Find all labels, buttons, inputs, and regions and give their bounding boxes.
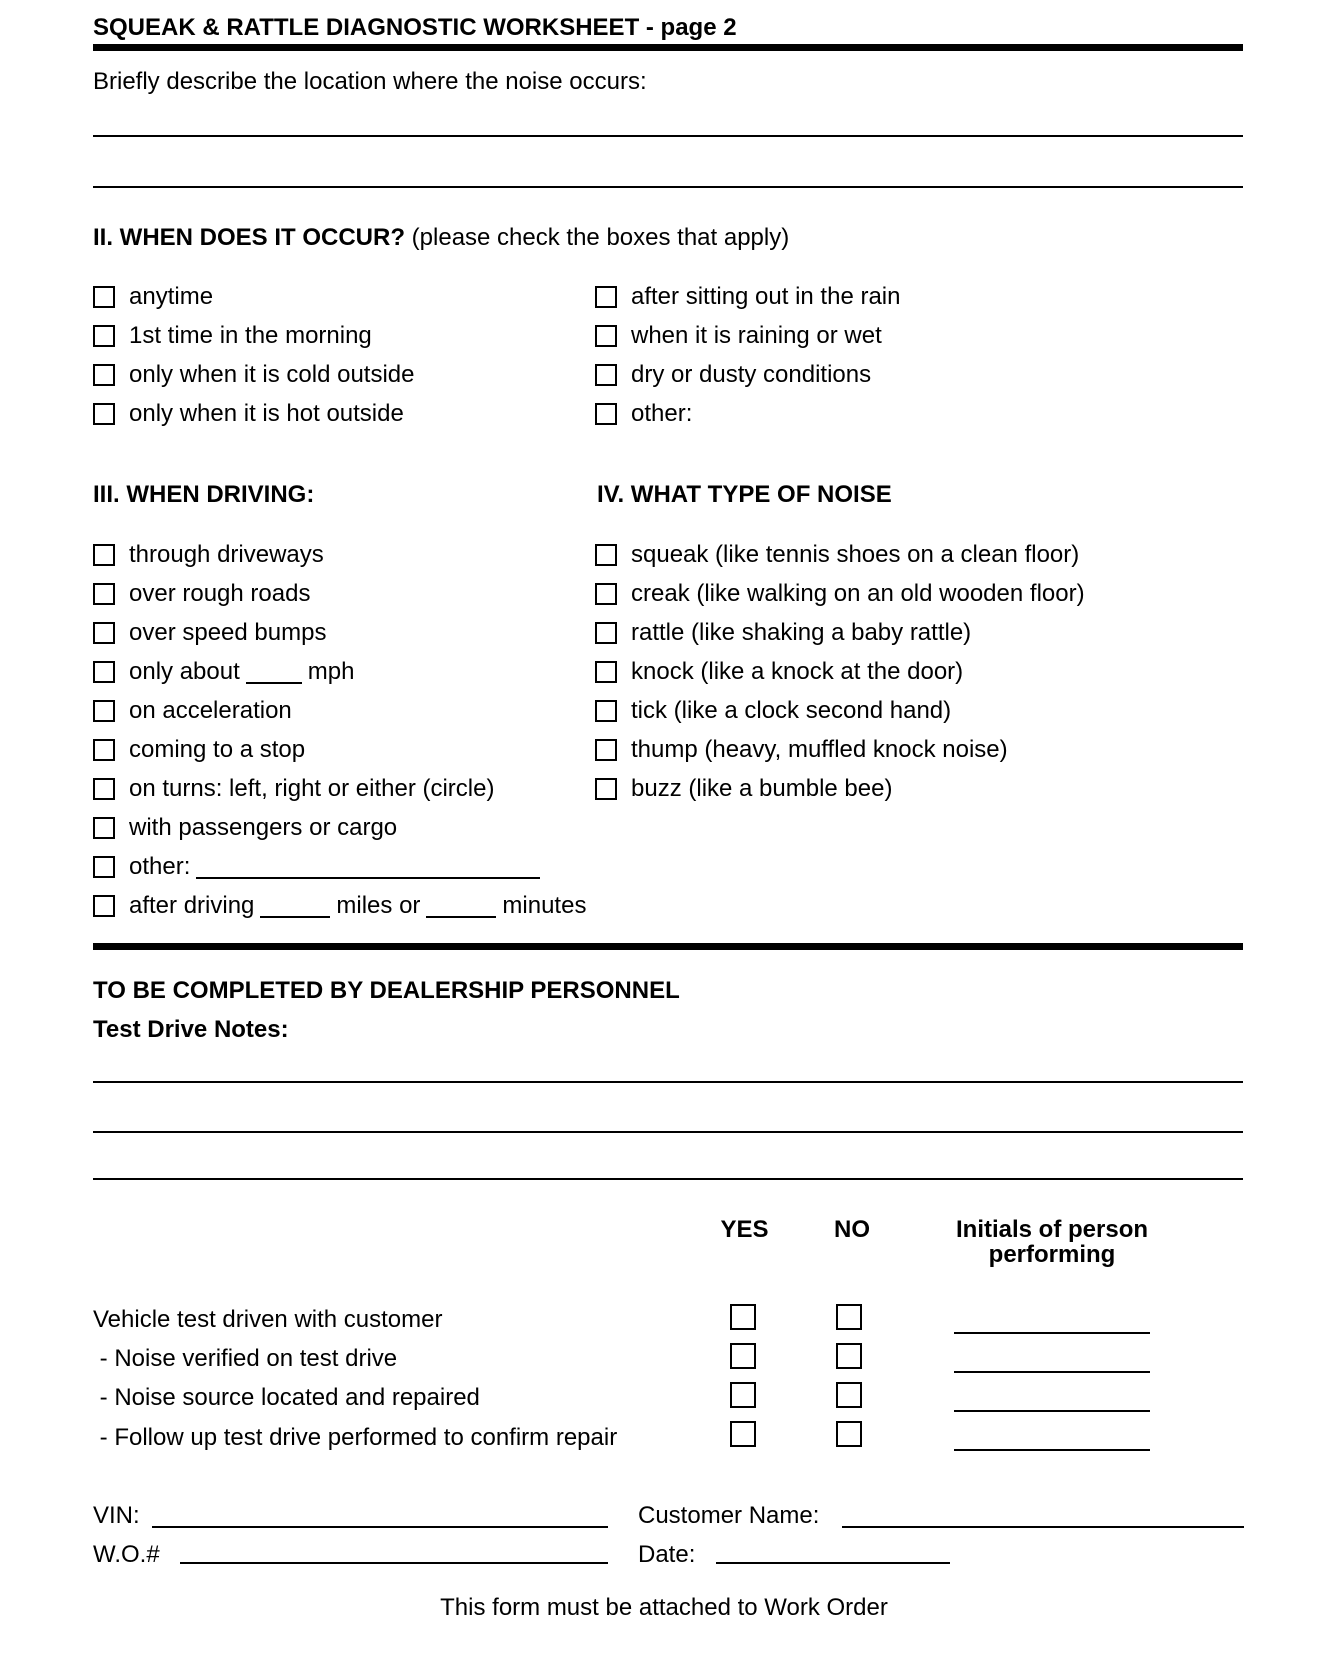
initials-line-noise-verified[interactable] bbox=[954, 1371, 1150, 1373]
option-label: anytime bbox=[129, 283, 214, 310]
option-label: knock (like a knock at the door) bbox=[631, 658, 964, 685]
option-label: buzz (like a bumble bee) bbox=[631, 775, 893, 802]
checkbox[interactable] bbox=[595, 403, 617, 425]
option-label: 1st time in the morning bbox=[129, 322, 372, 349]
option-label: squeak (like tennis shoes on a clean floor) bbox=[631, 541, 1080, 568]
option-label bbox=[129, 853, 546, 881]
row-label-source-repaired: - Noise source located and repaired bbox=[93, 1384, 480, 1411]
location-line-1[interactable] bbox=[93, 135, 1243, 137]
occur-option-hot[interactable] bbox=[93, 394, 404, 434]
section-noise-type-heading: IV. WHAT TYPE OF NOISE bbox=[597, 481, 892, 508]
checkbox[interactable] bbox=[93, 661, 115, 683]
no-checkbox-test-driven[interactable] bbox=[836, 1304, 862, 1330]
noise-option-squeak[interactable] bbox=[595, 535, 1079, 575]
yes-checkbox-follow-up[interactable] bbox=[730, 1421, 756, 1447]
yes-checkbox-noise-verified[interactable] bbox=[730, 1343, 756, 1369]
wo-field-line[interactable] bbox=[180, 1562, 608, 1564]
checkbox[interactable] bbox=[595, 544, 617, 566]
when-occur-instruction: (please check the boxes that apply) bbox=[411, 224, 790, 251]
other-text: other: bbox=[129, 853, 191, 880]
checkbox[interactable] bbox=[93, 403, 115, 425]
row-label-follow-up: - Follow up test drive performed to confirm repair bbox=[93, 1424, 618, 1451]
checkbox[interactable] bbox=[93, 739, 115, 761]
checkbox[interactable] bbox=[595, 739, 617, 761]
checkbox[interactable] bbox=[595, 778, 617, 800]
occur-option-raining[interactable] bbox=[595, 316, 882, 356]
occur-option-other[interactable] bbox=[595, 394, 692, 434]
row-label-noise-verified: - Noise verified on test drive bbox=[93, 1345, 398, 1372]
checkbox[interactable] bbox=[93, 778, 115, 800]
checkbox[interactable] bbox=[595, 583, 617, 605]
no-checkbox-noise-verified[interactable] bbox=[836, 1343, 862, 1369]
yes-checkbox-source-repaired[interactable] bbox=[730, 1382, 756, 1408]
minutes-blank[interactable] bbox=[426, 894, 496, 918]
driving-option-speed-bumps[interactable] bbox=[93, 613, 326, 653]
option-label: over speed bumps bbox=[129, 619, 327, 646]
dealership-heading: TO BE COMPLETED BY DEALERSHIP PERSONNEL bbox=[93, 977, 680, 1004]
checkbox[interactable] bbox=[93, 364, 115, 386]
notes-line-1[interactable] bbox=[93, 1081, 1243, 1083]
no-checkbox-source-repaired[interactable] bbox=[836, 1382, 862, 1408]
checkbox[interactable] bbox=[595, 325, 617, 347]
option-label: on turns: left, right or either (circle) bbox=[129, 775, 495, 802]
initials-header-line-1: Initials of person bbox=[955, 1216, 1149, 1243]
checkbox[interactable] bbox=[595, 661, 617, 683]
mph-text: mph bbox=[307, 658, 355, 685]
checkbox[interactable] bbox=[93, 817, 115, 839]
customer-name-label: Customer Name: bbox=[638, 1502, 820, 1529]
driving-option-stop[interactable] bbox=[93, 730, 305, 770]
notes-line-3[interactable] bbox=[93, 1178, 1243, 1180]
date-label: Date: bbox=[638, 1541, 696, 1568]
option-label: only when it is hot outside bbox=[129, 400, 404, 427]
option-label: after sitting out in the rain bbox=[631, 283, 901, 310]
vin-field-line[interactable] bbox=[152, 1526, 608, 1528]
driving-option-rough-roads[interactable] bbox=[93, 574, 310, 614]
when-occur-title: II. WHEN DOES IT OCCUR? bbox=[93, 224, 405, 251]
test-drive-notes-label: Test Drive Notes: bbox=[93, 1016, 289, 1043]
other-blank[interactable] bbox=[196, 855, 540, 879]
checkbox[interactable] bbox=[93, 583, 115, 605]
col-no-header: NO bbox=[834, 1216, 870, 1243]
section-when-driving-heading: III. WHEN DRIVING: bbox=[93, 481, 315, 508]
col-initials-header bbox=[934, 1217, 1170, 1267]
section-when-occur-heading bbox=[93, 224, 789, 252]
occur-option-morning[interactable] bbox=[93, 316, 372, 356]
option-label: only when it is cold outside bbox=[129, 361, 415, 388]
option-label: thump (heavy, muffled knock noise) bbox=[631, 736, 1008, 763]
checkbox[interactable] bbox=[93, 895, 115, 917]
option-label: with passengers or cargo bbox=[129, 814, 398, 841]
row-label-test-driven: Vehicle test driven with customer bbox=[93, 1306, 443, 1333]
location-prompt: Briefly describe the location where the noise occurs: bbox=[93, 68, 647, 95]
mph-blank[interactable] bbox=[246, 660, 302, 684]
option-label: on acceleration bbox=[129, 697, 292, 724]
option-label: rattle (like shaking a baby rattle) bbox=[631, 619, 972, 646]
option-label bbox=[129, 892, 586, 920]
miles-or-text: miles or bbox=[336, 892, 421, 919]
miles-blank[interactable] bbox=[260, 894, 330, 918]
initials-line-source-repaired[interactable] bbox=[954, 1410, 1150, 1412]
option-label bbox=[129, 658, 354, 686]
driving-option-acceleration[interactable] bbox=[93, 691, 292, 731]
driving-option-other[interactable] bbox=[93, 847, 546, 887]
occur-option-cold[interactable] bbox=[93, 355, 415, 395]
option-label: over rough roads bbox=[129, 580, 311, 607]
notes-line-2[interactable] bbox=[93, 1131, 1243, 1133]
noise-option-creak[interactable] bbox=[595, 574, 1085, 614]
dealership-rule bbox=[93, 943, 1243, 950]
checkbox[interactable] bbox=[93, 700, 115, 722]
checkbox[interactable] bbox=[93, 622, 115, 644]
vin-label: VIN: bbox=[93, 1502, 140, 1529]
option-label: coming to a stop bbox=[129, 736, 306, 763]
noise-option-tick[interactable] bbox=[595, 691, 951, 731]
noise-option-buzz[interactable] bbox=[595, 769, 892, 809]
noise-option-thump[interactable] bbox=[595, 730, 1008, 770]
occur-option-anytime[interactable] bbox=[93, 277, 213, 317]
driving-option-only-about[interactable] bbox=[93, 652, 354, 692]
after-driving-text: after driving bbox=[129, 892, 255, 919]
noise-option-rattle[interactable] bbox=[595, 613, 971, 653]
initials-header-line-2: performing bbox=[988, 1241, 1116, 1268]
wo-label: W.O.# bbox=[93, 1541, 160, 1568]
initials-line-follow-up[interactable] bbox=[954, 1449, 1150, 1451]
initials-line-test-driven[interactable] bbox=[954, 1332, 1150, 1334]
occur-option-after-rain[interactable] bbox=[595, 277, 900, 317]
minutes-text: minutes bbox=[502, 892, 587, 919]
option-label: tick (like a clock second hand) bbox=[631, 697, 952, 724]
driving-option-driveways[interactable] bbox=[93, 535, 324, 575]
checkbox[interactable] bbox=[93, 544, 115, 566]
checkbox[interactable] bbox=[93, 856, 115, 878]
title-rule bbox=[93, 44, 1243, 51]
location-line-2[interactable] bbox=[93, 186, 1243, 188]
option-label: other: bbox=[631, 400, 693, 427]
yes-checkbox-test-driven[interactable] bbox=[730, 1304, 756, 1330]
checkbox[interactable] bbox=[595, 700, 617, 722]
checkbox[interactable] bbox=[93, 325, 115, 347]
checkbox[interactable] bbox=[595, 286, 617, 308]
noise-option-knock[interactable] bbox=[595, 652, 963, 692]
option-label: when it is raining or wet bbox=[631, 322, 882, 349]
driving-option-turns[interactable] bbox=[93, 769, 494, 809]
driving-option-after-driving[interactable] bbox=[93, 886, 586, 926]
driving-option-passengers[interactable] bbox=[93, 808, 397, 848]
option-label: dry or dusty conditions bbox=[631, 361, 872, 388]
col-yes-header: YES bbox=[720, 1216, 769, 1243]
option-label: creak (like walking on an old wooden floor) bbox=[631, 580, 1085, 607]
occur-option-dusty[interactable] bbox=[595, 355, 871, 395]
no-checkbox-follow-up[interactable] bbox=[836, 1421, 862, 1447]
only-about-text: only about bbox=[129, 658, 240, 685]
customer-name-field-line[interactable] bbox=[842, 1526, 1244, 1528]
checkbox[interactable] bbox=[93, 286, 115, 308]
checkbox[interactable] bbox=[595, 364, 617, 386]
page-title: SQUEAK & RATTLE DIAGNOSTIC WORKSHEET - page 2 bbox=[93, 14, 737, 41]
date-field-line[interactable] bbox=[716, 1562, 950, 1564]
option-label: through driveways bbox=[129, 541, 324, 568]
attach-note: This form must be attached to Work Order bbox=[440, 1594, 888, 1621]
checkbox[interactable] bbox=[595, 622, 617, 644]
